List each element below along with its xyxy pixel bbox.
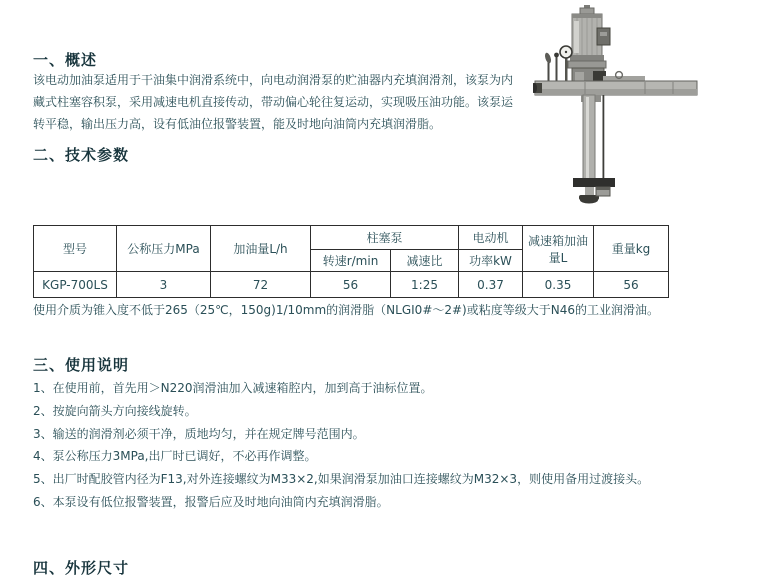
- pump-product-photo-icon: [533, 5, 705, 205]
- usage-item-1: 1、在使用前，首先用＞N220润滑油加入减速箱腔内，加到高于油标位置。: [33, 381, 433, 395]
- usage-item-4: 4、泵公称压力3MPa,出厂时已调好，不必再作调整。: [33, 449, 317, 464]
- overview-line-1: 该电动加油泵适用于干油集中润滑系统中，向电动润滑泵的贮油器内充填润滑剂，该泵为内: [33, 73, 514, 87]
- usage-item-3: 3、输送的润滑剂必须干净，质地均匀，并在规定牌号范围内。: [33, 426, 365, 441]
- cell-pressure: 3: [117, 272, 211, 298]
- overview-line-3: 转平稳，输出压力高，设有低油位报警装置，能及时地向油筒内充填润滑脂。: [33, 117, 442, 131]
- cell-rate: 72: [211, 272, 311, 298]
- cell-speed: 56: [311, 272, 391, 298]
- cell-model: KGP-700LS: [34, 272, 117, 298]
- usage-instructions-heading: 三、使用说明: [33, 356, 130, 374]
- cell-power: 0.37: [459, 272, 523, 298]
- col-header-weight: 重量kg: [594, 226, 669, 272]
- col-header-power: 功率kW: [459, 250, 523, 272]
- dimensions-heading: 四、外形尺寸: [33, 559, 130, 577]
- usage-item-5: 5、出厂时配胶管内径为F13,对外连接螺纹为M33×2,如果润滑泵加油口连接螺纹为M32×3，则使用备用过渡接头。: [33, 472, 650, 487]
- col-group-motor: 电动机: [459, 226, 523, 250]
- col-header-rate: 加油量L/h: [211, 226, 311, 272]
- overview-paragraph: [33, 69, 513, 135]
- cell-weight: 56: [594, 272, 669, 298]
- col-header-speed: 转速r/min: [311, 250, 391, 272]
- cell-gearbox-oil: 0.35: [523, 272, 594, 298]
- tech-params-heading: 二、技术参数: [33, 146, 130, 164]
- col-header-model: 型号: [34, 226, 117, 272]
- col-header-ratio: 减速比: [391, 250, 459, 272]
- usage-item-6: 6、本泵设有低位报警装置，报警后应及时地向油筒内充填润滑脂。: [33, 494, 389, 509]
- col-header-pressure: 公称压力MPa: [117, 226, 211, 272]
- usage-instructions-list: [33, 377, 649, 514]
- cell-ratio: 1:25: [391, 272, 459, 298]
- overview-line-2: 藏式柱塞容积泵，采用减速电机直接传动，带动偏心轮往复运动，实现吸压油功能。该泵运: [33, 95, 514, 109]
- tech-params-table: [33, 225, 669, 298]
- col-header-gearbox-oil: 减速箱加油量L: [523, 226, 594, 272]
- lubricant-medium-note: 使用介质为锥入度不低于265（25℃，150g)1/10mm的润滑脂（NLGI0#～2#)或粘度等级大于N46的工业润滑油。: [33, 303, 659, 317]
- usage-item-2: 2、按旋向箭头方向接线旋转。: [33, 403, 197, 418]
- table-row: [34, 272, 669, 298]
- col-group-plunger-pump: 柱塞泵: [311, 226, 459, 250]
- overview-heading: 一、概述: [33, 51, 98, 69]
